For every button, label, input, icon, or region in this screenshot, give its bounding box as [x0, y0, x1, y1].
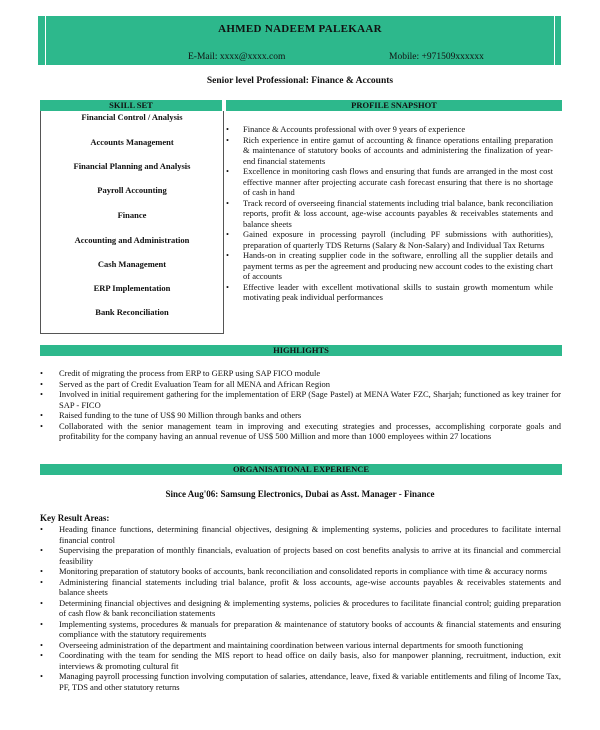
- skill-item: Accounts Management: [90, 137, 174, 147]
- kra-item: • Administering financial statements including trial balance, profit & loss accounts, age-wise accounts payables & receivables statements and balance sheets: [40, 576, 561, 597]
- skill-item: Payroll Accounting: [97, 185, 167, 195]
- mobile-text: Mobile: +971509xxxxxx: [389, 52, 484, 62]
- bullet-icon: •: [40, 524, 43, 534]
- bullet-icon: •: [226, 281, 229, 292]
- bullet-icon: •: [40, 389, 43, 399]
- highlights-list: [40, 368, 561, 442]
- skill-item: Finance: [117, 210, 147, 220]
- profile-item: • Finance & Accounts professional with over 9 years of experience: [226, 124, 466, 134]
- bullet-icon: •: [40, 597, 43, 608]
- kra-item: • Implementing systems, procedures & manuals for preparation & maintenance of statutory books of accounts & financial statements and ensuring compliance with the statutory requirements: [40, 618, 561, 639]
- bullet-icon: •: [40, 566, 43, 576]
- profile-item: • Gained exposure in processing payroll (including PF submissions with authorities), preparation of quarterly TDS Returns (Salary & Non-Salary) and Individual Tax Returns: [226, 229, 553, 250]
- bullet-icon: •: [40, 378, 43, 389]
- kra-item: • Heading finance functions, determining financial objectives, designing & implementing systems, policies and procedures to facilitate internal financial control: [40, 524, 561, 545]
- bullet-icon: •: [226, 166, 229, 176]
- bullet-icon: •: [226, 197, 229, 208]
- bullet-icon: •: [226, 250, 229, 260]
- highlight-item: • Involved in initial requirement gathering for the implementation of ERP (Sage Pastel) at MENA Water FZC, Sharjah; functioned as key trainer for SAP - FICO: [40, 389, 561, 410]
- header-banner: [38, 16, 561, 65]
- kra-title: Key Result Areas:: [40, 513, 110, 523]
- skill-item: ERP Implementation: [93, 283, 171, 293]
- bullet-icon: •: [40, 368, 43, 378]
- skill-set-heading: SKILL SET: [40, 100, 222, 111]
- highlight-item: • Raised funding to the tune of US$ 90 Million through banks and others: [40, 410, 302, 420]
- highlights-heading: HIGHLIGHTS: [40, 345, 562, 356]
- profile-snapshot-heading: PROFILE SNAPSHOT: [226, 100, 562, 111]
- skill-item: Financial Planning and Analysis: [73, 161, 191, 171]
- kra-item: • Managing payroll processing function involving computation of salaries, attendance, leave, fixed & variable entitlements and filing of Income Tax, PF, TDS and other statutory returns: [40, 671, 561, 692]
- bullet-icon: •: [40, 410, 43, 420]
- kra-item: • Monitoring preparation of statutory books of accounts, bank reconciliation and consolidated reports in compliance with time & accuracy norms: [40, 566, 547, 576]
- bullet-icon: •: [40, 639, 43, 650]
- profile-item: • Track record of overseeing financial statements including trial balance, bank reconciliation reports, profit & loss account, age-wise accounts payables & receivables statements and balance sheets: [226, 197, 553, 229]
- profile-item: • Excellence in monitoring cash flows and ensuring that funds are arranged in the most cost effective manner after projecting accurate cash forecast ensuring that there is no shortage of cash in hand: [226, 166, 553, 197]
- profile-subtitle: Senior level Professional: Finance & Accounts: [206, 76, 394, 86]
- bullet-icon: •: [226, 124, 229, 134]
- profile-item: • Hands-on in creating supplier code in the software, enrolling all the supplier details and payment terms as per the agreement and producing new account codes to the existing chart of accounts: [226, 250, 553, 281]
- skill-item: Accounting and Administration: [74, 235, 190, 245]
- kra-item: • Determining financial objectives and designing & implementing systems, policies & procedures to facilitate financial control; guiding preparation of cash flow & bank reconciliation statements: [40, 597, 561, 618]
- bullet-icon: •: [40, 576, 43, 587]
- bullet-icon: •: [40, 618, 43, 629]
- kra-item: • Overseeing administration of the department and maintaining coordination between various internal departments for smooth functioning: [40, 639, 524, 650]
- skill-item: Financial Control / Analysis: [81, 112, 183, 122]
- candidate-name: AHMED NADEEM PALEKAAR: [218, 23, 382, 35]
- kra-item: • Supervising the preparation of monthly financials, evaluation of projects based on cost benefits analysis to arrive at its financial and commercial feasibility: [40, 545, 561, 566]
- skill-item: Bank Reconciliation: [95, 307, 169, 317]
- email-text: E-Mail: xxxx@xxxx.com: [188, 52, 286, 62]
- skill-item: Cash Management: [97, 259, 167, 269]
- kra-list: [40, 524, 561, 692]
- bullet-icon: •: [40, 420, 43, 431]
- experience-heading: ORGANISATIONAL EXPERIENCE: [40, 464, 562, 475]
- profile-item: • Rich experience in entire gamut of accounting & finance operations entailing preparation & maintenance of statutory books of accounts and administering the finalization of year-end financial statements: [226, 134, 553, 166]
- profile-list: [226, 124, 553, 303]
- bullet-icon: •: [226, 229, 229, 239]
- highlight-item: • Credit of migrating the process from ERP to GERP using SAP FICO module: [40, 368, 321, 378]
- highlight-item: • Served as the part of Credit Evaluation Team for all MENA and African Region: [40, 378, 330, 389]
- bullet-icon: •: [40, 545, 43, 555]
- bullet-icon: •: [40, 671, 43, 681]
- profile-item: • Effective leader with excellent motivational skills to sustain growth momentum while motivating peak individual performances: [226, 281, 553, 302]
- kra-item: • Coordinating with the team for sending the MIS report to head office on daily basis, also for manpower planning, recruitment, induction, exit interviews & promoting cultural fit: [40, 650, 561, 671]
- bullet-icon: •: [226, 134, 229, 145]
- bullet-icon: •: [40, 650, 43, 660]
- current-role: Since Aug'06: Samsung Electronics, Dubai as Asst. Manager - Finance: [165, 489, 435, 499]
- highlight-item: • Collaborated with the senior management team in improving and executing strategies and processes, accomplishing corporate goals and profitability for the company having an annual revenue of US$ 500 Million and more than 1000 employees within 27 locations: [40, 420, 561, 441]
